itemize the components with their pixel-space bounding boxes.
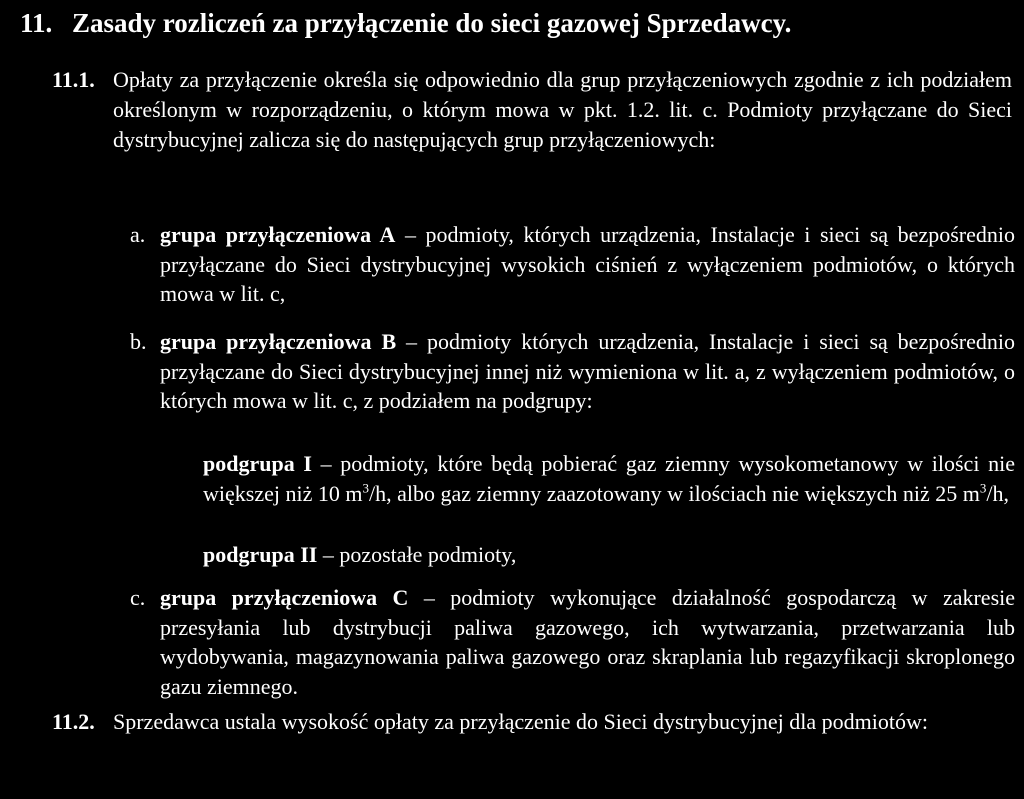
- group-name: grupa przyłączeniowa B: [160, 329, 397, 354]
- group-name: grupa przyłączeniowa C: [160, 585, 409, 610]
- section-heading: [20, 6, 791, 40]
- list-item-a: [130, 220, 1015, 309]
- superscript: 3: [979, 480, 987, 496]
- list-marker: b.: [130, 329, 147, 354]
- subgroup-name: podgrupa II: [203, 542, 318, 567]
- group-name: grupa przyłączeniowa A: [160, 222, 396, 247]
- list-item-b: [130, 327, 1015, 416]
- paragraph-11-2: [52, 707, 1012, 737]
- subgroup-1: [203, 449, 1015, 508]
- item-text: – podmioty których urządzenia, Instalacje i sieci są bezpośrednio przyłączane do Sieci dystrybucyjnej innej niż wymieniona w lit. a, z wyłączeniem podmiotów, o których mowa w lit. c, z podziałem na podgrupy:: [160, 329, 1015, 413]
- paragraph-text: Opłaty za przyłączenie określa się odpowiednio dla grup przyłączeniowych zgodnie z ich podziałem określonym w rozporządzeniu, o którym mowa w pkt. 1.2. lit. c. Podmioty przyłączane do Sieci dystrybucyjnej zalicza się do następujących grup przyłączeniowych:: [113, 67, 1012, 152]
- item-text: – podmioty wykonujące działalność gospodarczą w zakresie przesyłania lub dystrybucji paliwa gazowego, ich wytwarzania, przetwarzania lub wydobywania, magazynowania paliwa gazowego oraz skraplania lub regazyfikacji skroplonego gazu ziemnego.: [160, 585, 1016, 699]
- paragraph-11-1: [52, 65, 1012, 155]
- subgroup-text: – pozostałe podmioty,: [317, 542, 517, 567]
- item-text: – podmioty, których urządzenia, Instalacje i sieci są bezpośrednio przyłączane do Sieci dystrybucyjnej wysokich ciśnień z wyłączeniem podmiotów, o których mowa w lit. c,: [160, 222, 1015, 306]
- section-number: 11.: [20, 8, 53, 38]
- list-marker: a.: [130, 222, 146, 247]
- list-marker: c.: [130, 585, 146, 610]
- paragraph-label: 11.1.: [52, 67, 95, 92]
- subgroup-text: /h, albo gaz ziemny zaazotowany w ilościach nie większych niż 25 m: [368, 480, 980, 506]
- subgroup-2: [203, 540, 1015, 570]
- section-title: Zasady rozliczeń za przyłączenie do sieci gazowej Sprzedawcy.: [72, 8, 792, 38]
- subgroup-text: – podmioty, które będą pobierać gaz ziemny wysokometanowy w ilości nie większej niż 10 m: [203, 451, 1015, 506]
- paragraph-label: 11.2.: [52, 709, 95, 734]
- superscript: 3: [362, 480, 369, 496]
- paragraph-text: Sprzedawca ustala wysokość opłaty za przyłączenie do Sieci dystrybucyjnej dla podmiotów:: [113, 709, 928, 734]
- subgroup-name: podgrupa I: [203, 451, 312, 476]
- list-item-c: [130, 583, 1016, 701]
- subgroup-text: /h,: [986, 480, 1009, 506]
